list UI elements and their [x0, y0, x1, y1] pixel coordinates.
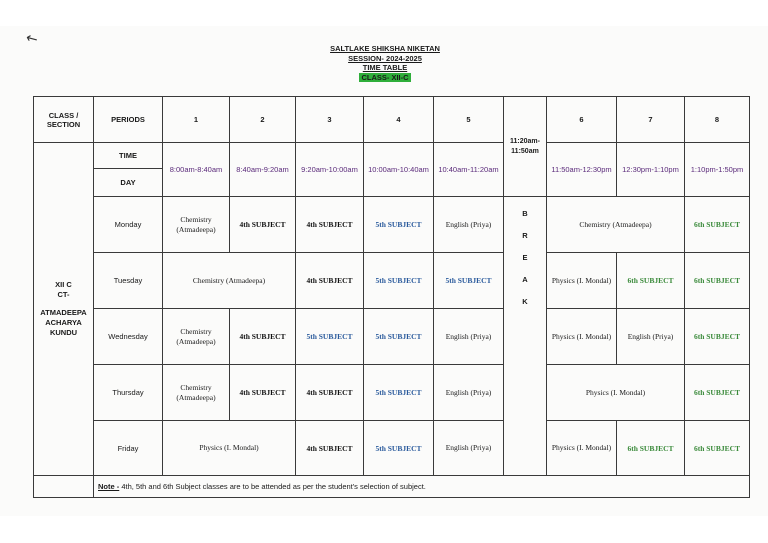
timetable [33, 96, 750, 498]
cell-subject: 5th SUBJECT [364, 197, 434, 253]
cell-subject: 4th SUBJECT [230, 197, 296, 253]
cell-subject: English (Priya) [617, 309, 685, 365]
cell-subject: Chemistry (Atmadeepa) [163, 365, 230, 421]
period-time: 10:40am-11:20am [434, 143, 504, 197]
cell-subject: Physics (I. Mondal) [547, 365, 685, 421]
period-number: 8 [685, 97, 750, 143]
school-name: SALTLAKE SHIKSHA NIKETAN [330, 44, 440, 53]
cell-subject: Chemistry (Atmadeepa) [163, 253, 296, 309]
period-time: 1:10pm-1:50pm [685, 143, 750, 197]
cell-subject: 4th SUBJECT [296, 421, 364, 476]
note-text: 4th, 5th and 6th Subject classes are to be attended as per the student's selection of subject. [119, 482, 426, 491]
period-time: 8:00am-8:40am [163, 143, 230, 197]
cell-subject: 5th SUBJECT [364, 309, 434, 365]
break-letter: R [522, 231, 528, 240]
cell-subject: 5th SUBJECT [296, 309, 364, 365]
class-teacher-label: CT- [57, 290, 70, 299]
break-time: 11:20am-11:50am [504, 97, 547, 197]
period-time: 8:40am-9:20am [230, 143, 296, 197]
day-label: DAY [94, 169, 163, 197]
cell-subject: Chemistry (Atmadeepa) [163, 309, 230, 365]
cell-subject: 6th SUBJECT [685, 197, 750, 253]
cell-subject: 5th SUBJECT [364, 253, 434, 309]
cell-subject: English (Priya) [434, 421, 504, 476]
day-thursday: Thursday [94, 365, 163, 421]
day-monday: Monday [94, 197, 163, 253]
period-number: 6 [547, 97, 617, 143]
period-number: 5 [434, 97, 504, 143]
break-column [504, 197, 547, 476]
day-friday: Friday [94, 421, 163, 476]
cell-subject: Chemistry (Atmadeepa) [547, 197, 685, 253]
break-letter: B [522, 209, 528, 218]
cell-subject: 4th SUBJECT [230, 365, 296, 421]
cell-subject: English (Priya) [434, 365, 504, 421]
cell-subject: 5th SUBJECT [434, 253, 504, 309]
period-number: 7 [617, 97, 685, 143]
cell-subject: 5th SUBJECT [364, 421, 434, 476]
cell-subject: 4th SUBJECT [296, 365, 364, 421]
period-number: 2 [230, 97, 296, 143]
cell-subject: English (Priya) [434, 309, 504, 365]
cell-subject: Physics (I. Mondal) [163, 421, 296, 476]
cell-subject: 6th SUBJECT [685, 365, 750, 421]
break-letter: K [522, 297, 528, 306]
cell-subject: 6th SUBJECT [685, 253, 750, 309]
cell-subject: Physics (I. Mondal) [547, 253, 617, 309]
class-section-header: CLASS / SECTION [34, 97, 94, 143]
class-name: XII C [55, 280, 72, 289]
cell-subject: 6th SUBJECT [617, 421, 685, 476]
cell-subject: 6th SUBJECT [685, 421, 750, 476]
break-letter: E [522, 253, 528, 262]
note-spacer [34, 476, 94, 498]
period-time: 9:20am-10:00am [296, 143, 364, 197]
period-time: 10:00am-10:40am [364, 143, 434, 197]
class-info [34, 143, 94, 476]
period-time: 11:50am-12:30pm [547, 143, 617, 197]
period-number: 1 [163, 97, 230, 143]
day-tuesday: Tuesday [94, 253, 163, 309]
period-time: 12:30pm-1:10pm [617, 143, 685, 197]
cell-subject: 5th SUBJECT [364, 365, 434, 421]
cell-subject: 4th SUBJECT [230, 309, 296, 365]
cell-subject: English (Priya) [434, 197, 504, 253]
session: SESSION- 2024-2025 [348, 53, 422, 63]
cell-subject: Physics (I. Mondal) [547, 421, 617, 476]
cell-subject: 4th SUBJECT [296, 253, 364, 309]
class-teacher-name: ATMADEEPA ACHARYA KUNDU [40, 308, 87, 337]
document-header [300, 44, 470, 82]
timetable-title: TIME TABLE [362, 63, 408, 72]
cell-subject: 4th SUBJECT [296, 197, 364, 253]
note-label: Note - [98, 482, 120, 491]
time-label: TIME [94, 143, 163, 169]
staple-mark: ↖ [22, 28, 41, 48]
period-number: 3 [296, 97, 364, 143]
cell-subject: Physics (I. Mondal) [547, 309, 617, 365]
cell-subject: 6th SUBJECT [685, 309, 750, 365]
period-number: 4 [364, 97, 434, 143]
cell-subject: 6th SUBJECT [617, 253, 685, 309]
break-letter: A [522, 275, 528, 284]
periods-header: PERIODS [94, 97, 163, 143]
day-wednesday: Wednesday [94, 309, 163, 365]
cell-subject: Chemistry (Atmadeepa) [163, 197, 230, 253]
note-row [94, 476, 750, 498]
class-label: CLASS- XII-C [361, 72, 409, 82]
